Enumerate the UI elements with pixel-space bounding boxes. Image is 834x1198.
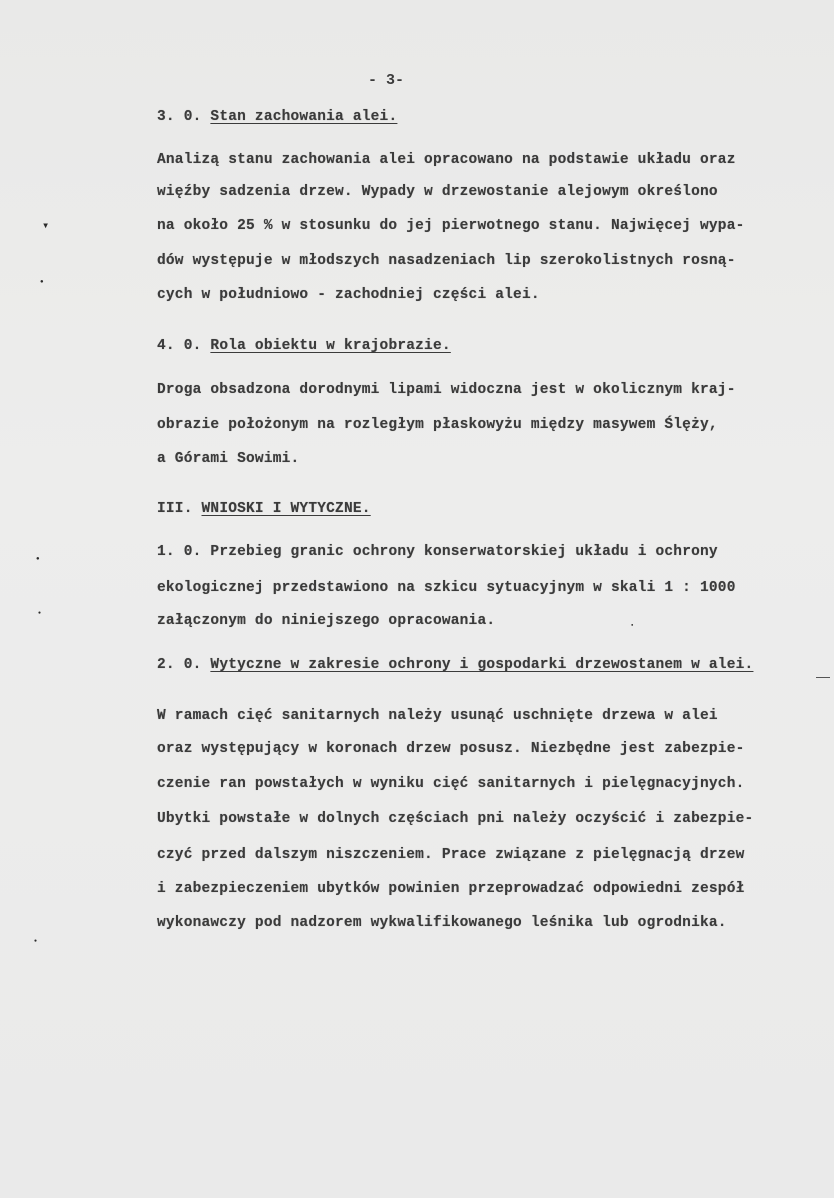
section-number: 2. 0. bbox=[157, 657, 202, 673]
margin-dot: ● bbox=[36, 555, 40, 562]
margin-dot: ● bbox=[40, 278, 44, 285]
text-fragment: Przebieg granic ochrony konserwatorskiej układu i ochrony bbox=[210, 544, 718, 560]
chapter-heading-III bbox=[157, 500, 371, 518]
underline-extension bbox=[816, 677, 830, 678]
text-line: czenie ran powstałych w wyniku cięć sanitarnych i pielęgnacyjnych. bbox=[157, 776, 745, 792]
section-title: WNIOSKI I WYTYCZNE. bbox=[201, 501, 371, 517]
section-heading-3-0 bbox=[157, 108, 397, 126]
text-line: W ramach cięć sanitarnych należy usunąć uschnięte drzewa w alei bbox=[157, 708, 718, 724]
text-line: dów występuje w młodszych nasadzeniach lip szerokolistnych rosną- bbox=[157, 253, 736, 269]
section-heading-4-0 bbox=[157, 337, 451, 355]
section-heading-2-0 bbox=[157, 656, 753, 674]
text-line bbox=[157, 543, 718, 561]
section-number: 3. 0. bbox=[157, 109, 202, 125]
margin-dot: ● bbox=[34, 938, 38, 944]
text-line: i zabezpieczeniem ubytków powinien przeprowadzać odpowiedni zespół bbox=[157, 881, 745, 897]
text-line: załączonym do niniejszego opracowania. bbox=[157, 613, 496, 629]
margin-dot: ● bbox=[631, 624, 634, 628]
margin-mark: ▾ bbox=[42, 219, 50, 233]
section-title: Rola obiektu w krajobrazie. bbox=[210, 338, 451, 354]
section-number: 4. 0. bbox=[157, 338, 202, 354]
section-title: Stan zachowania alei. bbox=[210, 109, 398, 125]
page-number: - 3- bbox=[368, 72, 405, 89]
text-line: a Górami Sowimi. bbox=[157, 451, 300, 467]
text-line: więźby sadzenia drzew. Wypady w drzewostanie alejowym określono bbox=[157, 184, 718, 200]
text-line: oraz występujący w koronach drzew posusz. Niezbędne jest zabezpie- bbox=[157, 741, 745, 757]
text-line: wykonawczy pod nadzorem wykwalifikowanego leśnika lub ogrodnika. bbox=[157, 915, 727, 931]
text-line: Analizą stanu zachowania alei opracowano na podstawie układu oraz bbox=[157, 152, 736, 168]
text-line: ekologicznej przedstawiono na szkicu sytuacyjnym w skali 1 : 1000 bbox=[157, 580, 736, 596]
margin-dot: ● bbox=[38, 610, 42, 616]
text-line: czyć przed dalszym niszczeniem. Prace związane z pielęgnacją drzew bbox=[157, 847, 745, 863]
text-line: Droga obsadzona dorodnymi lipami widoczna jest w okolicznym kraj- bbox=[157, 382, 736, 398]
text-line: obrazie położonym na rozległym płaskowyżu między masywem Ślęży, bbox=[157, 417, 718, 433]
section-title: Wytyczne w zakresie ochrony i gospodarki drzewostanem w alei. bbox=[210, 657, 754, 673]
text-line: Ubytki powstałe w dolnych częściach pni należy oczyścić i zabezpie- bbox=[157, 811, 754, 827]
text-line: na około 25 % w stosunku do jej pierwotnego stanu. Najwięcej wypa- bbox=[157, 218, 745, 234]
section-number: 1. 0. bbox=[157, 544, 202, 560]
section-number: III. bbox=[157, 501, 193, 517]
text-line: cych w południowo - zachodniej części alei. bbox=[157, 287, 540, 303]
